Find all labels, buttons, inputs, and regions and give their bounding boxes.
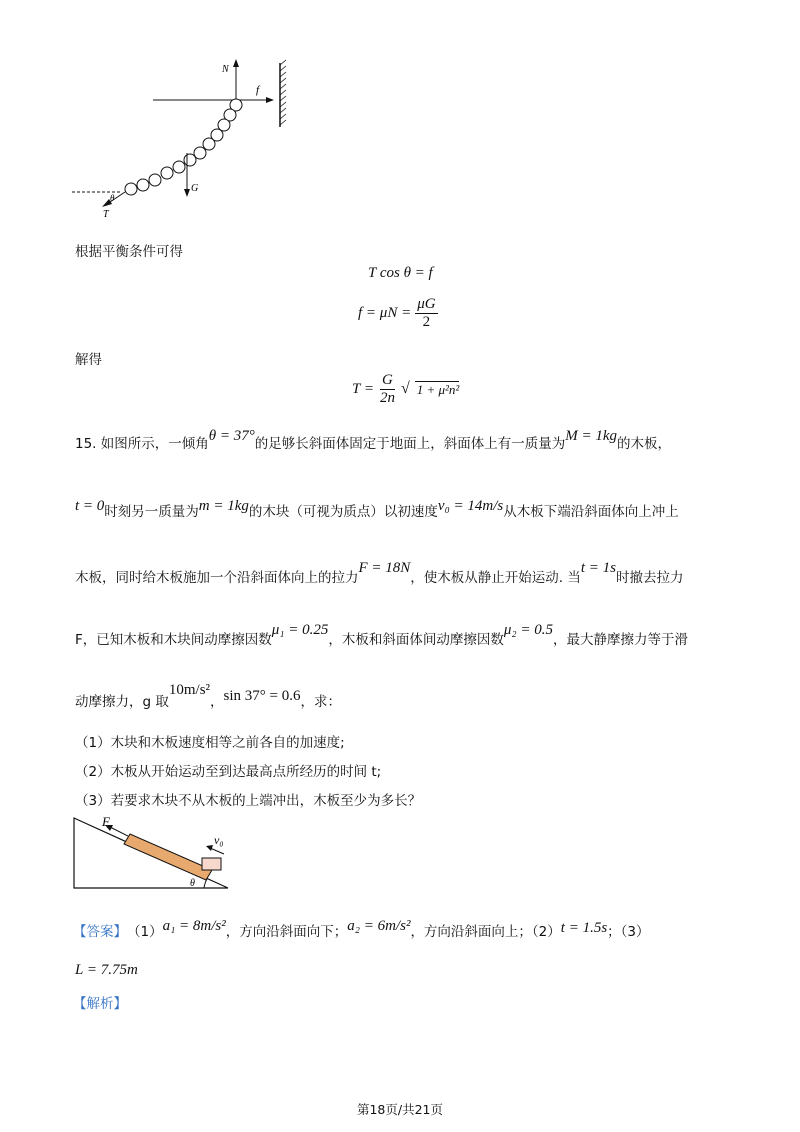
- v0-arrowhead: [206, 845, 213, 851]
- label-v0: v₀: [214, 833, 224, 847]
- p2-velocity: v₀ = 14m/s: [437, 498, 504, 514]
- page-number: 第18页/共21页: [356, 1102, 444, 1117]
- p4-text-a: F，已知木板和木块间动摩擦因数: [75, 632, 272, 648]
- question-1: （1）木块和木板速度相等之前各自的加速度;: [75, 735, 345, 751]
- p2-text-a: 时刻另一质量为: [104, 504, 199, 520]
- eq2-fraction: [415, 296, 437, 330]
- wall-hatch: [280, 60, 286, 125]
- p2-text-c: 从木板下端沿斜面体向上冲上: [503, 504, 679, 520]
- answer-dir-1: ，方向沿斜面向下；: [225, 924, 348, 940]
- answer-a2: a₂ = 6m/s²: [347, 918, 411, 934]
- eq3-fraction: [378, 372, 397, 406]
- small-block: [202, 858, 221, 870]
- eq3-root: 1 + μ²n²: [416, 381, 460, 397]
- incline-diagram: [68, 812, 238, 892]
- problem-line-2: [75, 500, 679, 521]
- label-F: F: [102, 814, 110, 829]
- p1-text-b: 的足够长斜面体固定于地面上，斜面体上有一质量为: [254, 436, 566, 452]
- eq2-left: f = μN =: [358, 304, 412, 321]
- f-arrowhead: [266, 97, 274, 103]
- p3-force: F = 18N: [358, 560, 411, 576]
- g-arrowhead: [184, 189, 190, 197]
- chain-balls: [125, 99, 242, 195]
- p4-mu1: μ₁ = 0.25: [271, 622, 329, 638]
- p2-text-b: 的木块（可视为质点）以初速度: [248, 504, 438, 520]
- n-arrowhead: [233, 59, 239, 67]
- question-2: （2）木板从开始运动至到达最高点所经历的时间 t;: [75, 764, 382, 780]
- problem-line-4: [75, 622, 689, 649]
- label-theta: θ: [110, 193, 115, 203]
- f-force-arrow: [110, 827, 128, 836]
- eq2-numerator: μG: [417, 296, 436, 312]
- p1-angle: θ = 37°: [208, 428, 255, 444]
- problem-line-3: [75, 560, 684, 587]
- eq3-numerator: G: [382, 372, 393, 388]
- p3-text-a: 木板，同时给木板施加一个沿斜面体向上的拉力: [75, 570, 359, 586]
- sqrt-sign: √: [400, 380, 410, 397]
- answer-part-1: （1）: [127, 924, 163, 940]
- p4-text-c: ，最大静摩擦力等于滑: [553, 632, 689, 648]
- p1-text-c: 的木板，: [617, 436, 672, 452]
- label-g: G: [191, 183, 199, 194]
- equilibrium-text: 根据平衡条件可得: [75, 244, 183, 260]
- answer-tag: 【答案】: [73, 924, 127, 940]
- solve-text: 解得: [75, 352, 102, 368]
- label-n: N: [222, 64, 229, 75]
- p1-mass-M: M = 1kg: [565, 428, 618, 444]
- p5-text-b: ，: [210, 694, 224, 710]
- eq2-denominator: 2: [422, 313, 431, 330]
- p2-time: t = 0: [75, 498, 105, 514]
- eq3-denominator: 2n: [379, 389, 395, 406]
- answer-a1: a₁ = 8m/s²: [162, 918, 226, 934]
- label-t: T: [103, 209, 109, 220]
- p3-text-c: 时撤去拉力: [616, 570, 684, 586]
- eq3-left: T =: [352, 380, 374, 397]
- problem-line-1: [75, 428, 672, 453]
- p5-sin-value: sin 37° = 0.6: [223, 688, 301, 704]
- p1-text: 15. 如图所示，一倾角: [75, 436, 209, 452]
- equation-1: T cos θ = f: [368, 265, 433, 281]
- label-f: f: [256, 84, 260, 96]
- p4-text-b: ，木板和斜面体间动摩擦因数: [328, 632, 504, 648]
- p3-text-b: ，使木板从静止开始运动. 当: [410, 570, 581, 586]
- p2-mass-m: m = 1kg: [198, 498, 249, 514]
- chain-force-diagram: [60, 55, 300, 225]
- equation-3: [352, 372, 459, 406]
- question-3: （3）若要求木块不从木板的上端冲出，木板至少为多长？: [75, 793, 422, 809]
- equation-2: [358, 296, 438, 330]
- answer-time: t = 1.5s: [560, 920, 608, 936]
- answer-line: [73, 920, 650, 941]
- problem-line-5: [75, 682, 342, 711]
- p4-mu2: μ₂ = 0.5: [503, 622, 554, 638]
- analysis-tag: 【解析】: [73, 996, 127, 1012]
- p3-time: t = 1s: [580, 560, 617, 576]
- label-theta2: θ: [190, 878, 195, 889]
- p5-text-c: ，求：: [300, 694, 342, 710]
- p5-text-a: 动摩擦力，g 取: [75, 694, 169, 710]
- v0-arrow: [210, 848, 224, 854]
- p5-g-value: 10m/s²: [168, 682, 211, 698]
- answer-dir-2: ，方向沿斜面向上；（2）: [410, 924, 561, 940]
- answer-part-3: ；（3）: [607, 924, 650, 940]
- answer-length: L = 7.75m: [75, 962, 138, 978]
